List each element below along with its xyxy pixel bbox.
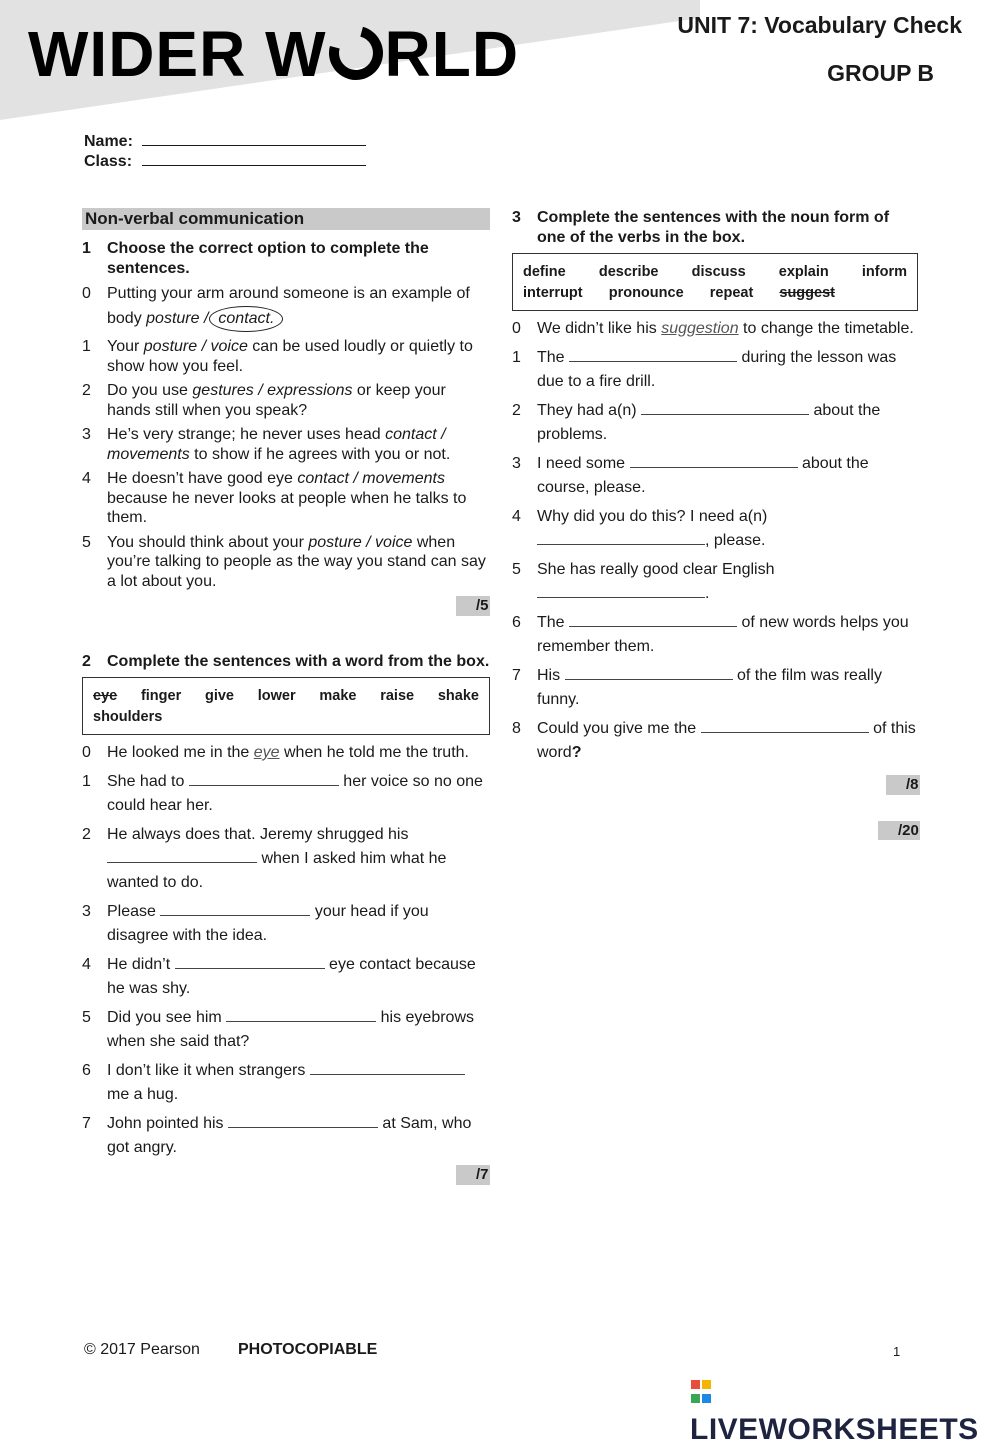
exercise-3-score: /8 <box>512 775 920 795</box>
exercise-1-item: 3 He’s very strange; he never uses head contact / movements to show if he agrees with you or not. <box>82 426 451 463</box>
wider-world-logo: WIDER W RLD <box>28 18 520 90</box>
box-word: raise <box>380 688 415 704</box>
name-blank[interactable] <box>142 132 366 146</box>
answer-blank[interactable] <box>537 531 705 545</box>
exercise-2-score: /7 <box>82 1165 490 1185</box>
box-word: suggest <box>779 285 835 301</box>
exercise-1-example: 0 Putting your arm around someone is an example of body posture / contact. <box>82 282 490 332</box>
total-score: /20 <box>512 821 920 841</box>
left-column <box>82 208 490 1185</box>
answer-blank[interactable] <box>537 584 705 598</box>
exercise-2-item: 2 He always does that. Jeremy shrugged his when I asked him what he wanted to do. <box>82 826 447 891</box>
exercise-2-item: 5 Did you see him his eyebrows when she said that? <box>82 1009 474 1050</box>
unit-title: UNIT 7: Vocabulary Check <box>677 12 962 38</box>
word-box-2 <box>82 677 490 735</box>
page-number: 1 <box>893 1344 901 1359</box>
box-word: repeat <box>709 285 754 301</box>
exercise-3-example: 0 We didn’t like his suggestion to change the timetable. <box>512 320 914 337</box>
class-blank[interactable] <box>142 152 366 166</box>
exercise-1-instruction: 1 Choose the correct option to complete the sentences. <box>82 240 429 277</box>
answer-blank[interactable] <box>565 666 733 680</box>
answer-blank[interactable] <box>569 348 737 362</box>
section-heading: Non-verbal communication <box>82 208 490 230</box>
box-word: explain <box>778 264 829 280</box>
box-word: inform <box>861 264 907 280</box>
exercise-3-item: 5 She has really good clear English . <box>512 561 775 602</box>
box-word: shoulders <box>93 709 163 725</box>
exercise-3-item: 8 Could you give me the of this word? <box>512 720 916 761</box>
exercise-1-score: /5 <box>82 596 490 616</box>
exercise-3-item: 2 They had a(n) about the problems. <box>512 402 881 443</box>
exercise-1-item: 1 Your posture / voice can be used loudly or quietly to show how you feel. <box>82 338 473 375</box>
right-column <box>512 208 920 840</box>
exercise-2-item: 6 I don’t like it when strangers me a hug. <box>82 1059 490 1107</box>
answer-blank[interactable] <box>641 401 809 415</box>
option-choice[interactable]: posture / voice <box>143 338 248 355</box>
box-word: describe <box>598 264 659 280</box>
logo-square <box>691 1380 700 1389</box>
liveworksheets-logo-icon <box>690 1375 714 1403</box>
exercise-2-example: 0 He looked me in the eye when he told me the truth. <box>82 744 469 761</box>
box-word: eye <box>93 688 118 704</box>
option-choice[interactable]: gestures / expressions <box>192 382 353 399</box>
exercise-3-item: 4 Why did you do this? I need a(n) , please. <box>512 508 768 549</box>
answer-blank[interactable] <box>107 849 257 863</box>
box-word: define <box>523 264 566 280</box>
circled-answer: contact. <box>209 306 283 332</box>
answer-blank[interactable] <box>701 719 869 733</box>
option-choice[interactable]: contact / movements <box>107 426 446 463</box>
box-word: discuss <box>691 264 746 280</box>
option-choice[interactable]: posture / voice <box>308 533 413 551</box>
liveworksheets-watermark: LIVEWORKSHEETS <box>690 1375 1000 1447</box>
exercise-3-item: 7 His of the film was really funny. <box>512 667 882 708</box>
answer-blank[interactable] <box>226 1008 376 1022</box>
class-field[interactable]: Class: <box>84 152 366 171</box>
exercise-1-item: 2 Do you use gestures / expressions or keep your hands still when you speak? <box>82 382 446 419</box>
answer-blank[interactable] <box>175 955 325 969</box>
box-word: give <box>204 688 234 704</box>
box-word: pronounce <box>608 285 684 301</box>
box-word: make <box>319 688 357 704</box>
exercise-3-item: 6 The of new words helps you remember them. <box>512 614 909 655</box>
option-choice[interactable]: contact / movements <box>297 470 445 487</box>
exercise-2-item: 7 John pointed his at Sam, who got angry. <box>82 1115 472 1156</box>
word-box-3 <box>512 253 918 311</box>
exercise-3-item: 3 I need some about the course, please. <box>512 455 869 496</box>
exercise-3-item: 1 The during the lesson was due to a fire drill. <box>512 349 897 390</box>
exercise-2-item: 3 Please your head if you disagree with the idea. <box>82 903 429 944</box>
exercise-1-item: 4 He doesn’t have good eye contact / movements because he never looks at people when he talks to them. <box>82 470 467 526</box>
copyright: © 2017 Pearson <box>84 1341 200 1358</box>
exercise-3-instruction: 3 Complete the sentences with the noun form of one of the verbs in the box. <box>512 209 890 246</box>
group-label: GROUP B <box>827 60 934 86</box>
answer-blank[interactable] <box>310 1061 465 1075</box>
logo-square <box>702 1394 711 1403</box>
photocopiable-label: PHOTOCOPIABLE <box>238 1341 378 1358</box>
exercise-2-instruction: 2 Complete the sentences with a word from the box. <box>82 652 490 670</box>
exercise-1-item: 5 You should think about your posture / voice when you’re talking to people as the way you stand can say a lot about you. <box>82 533 486 590</box>
exercise-2-item: 1 She had to her voice so no one could hear her. <box>82 773 483 814</box>
box-word: shake <box>437 688 479 704</box>
box-word: finger <box>140 688 182 704</box>
logo-ring-icon <box>319 16 393 90</box>
answer-blank[interactable] <box>569 613 737 627</box>
logo-square <box>702 1380 711 1389</box>
logo-square <box>691 1394 700 1403</box>
answer-blank[interactable] <box>189 772 339 786</box>
exercise-2-item: 4 He didn’t eye contact because he was shy. <box>82 956 476 997</box>
answer-blank[interactable] <box>160 902 310 916</box>
answer-blank[interactable] <box>228 1114 378 1128</box>
box-word: interrupt <box>523 285 583 301</box>
name-field[interactable]: Name: <box>84 132 366 151</box>
box-word: lower <box>257 688 296 704</box>
answer-blank[interactable] <box>630 454 798 468</box>
